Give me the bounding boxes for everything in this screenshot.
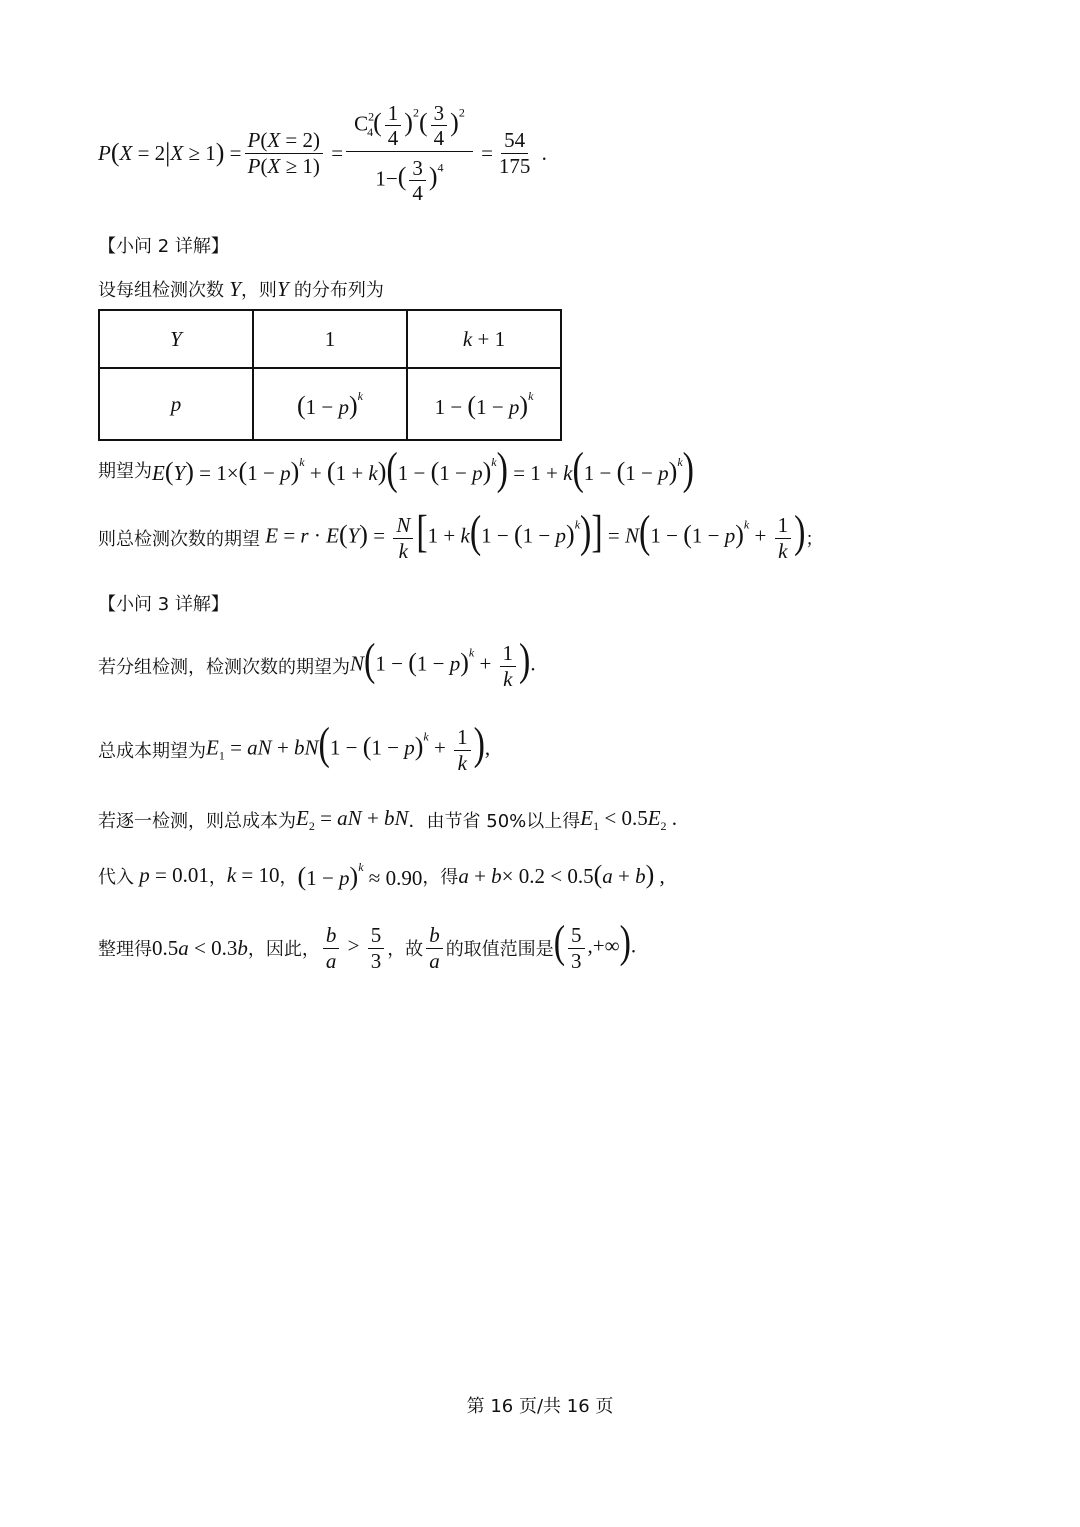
range-end: 的取值范围是	[445, 939, 554, 960]
sub-get: ，得	[422, 866, 459, 888]
group-expectation-line: 若分组检测，检测次数的期望为 $N(1 - (1 - p)^k$ + $\frac{1}{k}$ ).	[98, 635, 536, 691]
section3-title: 【小问 3 详解】	[98, 594, 229, 615]
section2-title: 【小问 2 详解】	[98, 236, 229, 257]
substitution-line: 代入 p = 0.01 ， k = 10 ， $(1 - p)^k \approx 0.90$ ，得 a + b× 0.2 < 0.5(a + b) ,	[98, 860, 665, 891]
tidy-label: 整理得	[98, 939, 152, 960]
approx-value: 0.90	[385, 866, 423, 890]
y-intro-mid: ，则	[240, 280, 277, 301]
total-cost-line: 总成本期望为 $E_1$ = aN + $bN(1 - (1 - p)^k$ + $\frac{1}{k}$ ),	[98, 719, 491, 775]
p-value: 0.01	[172, 863, 209, 887]
expectation-line: 期望为 $E(Y) = 1\times(1 - p)^k + (1 + k)(1 - (1 - p)^k) = 1 + k(1 - (1 - p)^k)$	[98, 444, 694, 495]
therefore-label: ，因此，	[247, 939, 320, 960]
table-value-2: $1 - (1 - p)^k$	[407, 368, 561, 440]
range-line: 整理得 0.5a < 0.3b ，因此， $\frac{b}{a}$ > $\frac{5}{3}$ ，故 $\frac{b}{a}$ 的取值范围是 ( $\frac{5}{3}$ ,+∞).	[98, 917, 637, 973]
total-expectation-line: 则总检测次数的期望 E = r · E(Y) = $\frac{N}{k}$ $[1 + k(1 - (1 - p)^k)] = N(1 - (1 - p)^k$ + $\frac{1}{k}$ ) ；	[98, 507, 824, 563]
single-cost-line: 若逐一检测，则总成本为 $E_2$ = aN + bN ．由节省 50%以上得 $E_1 < 0.5E_2$ .	[98, 806, 678, 834]
table-header-1: 1	[253, 310, 407, 368]
y-intro-end: 的分布列为	[293, 280, 384, 301]
save-label: ．由节省 50%以上得	[408, 811, 581, 833]
range-label: ，故	[387, 939, 424, 960]
y-intro-text: 设每组检测次数	[98, 280, 224, 301]
total-label: 则总检测次数的期望	[98, 529, 260, 550]
k-value: 10	[258, 863, 280, 887]
cost-label: 总成本期望为	[98, 741, 206, 762]
distribution-table	[98, 309, 562, 441]
group-label: 若分组检测，检测次数的期望为	[98, 657, 350, 678]
table-row-label-p: p	[99, 368, 253, 440]
expectation-label: 期望为	[98, 461, 152, 482]
table-header-y: Y	[99, 310, 253, 368]
conditional-probability-formula: P ( X = 2 | X ≥ 1 ) = $\frac{P(X = 2)}{P(X \ge 1)}$ = $C^2_4$( $\frac{1}{4}$ )$^2$( $\frac{3}{4}$ )$^2$ 1−( $\frac{3}{4}$ )$^4$ = $\frac{54}{175}$ .	[98, 101, 547, 205]
sub-label: 代入	[98, 866, 134, 888]
table-value-1: $(1 - p)^k$	[253, 368, 407, 440]
page-footer: 第 16 页/共 16 页	[466, 1396, 614, 1417]
y-intro-line: 设每组检测次数 Y ，则 Y 的分布列为	[98, 276, 384, 301]
single-label: 若逐一检测，则总成本为	[98, 811, 296, 833]
table-header-k1: k + 1	[407, 310, 561, 368]
